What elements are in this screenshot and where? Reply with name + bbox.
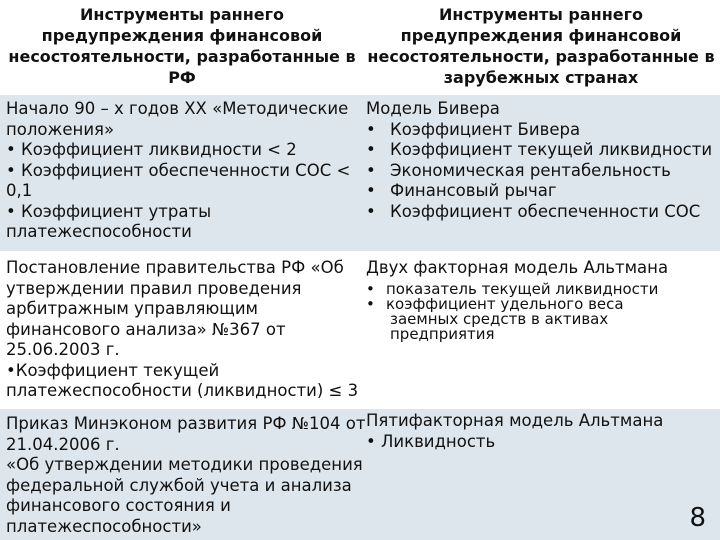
row1-left-line: • Коэффициент обеспеченности СОС < [6,160,351,180]
row-divider [0,251,720,253]
list-item [366,161,716,182]
row2-left-line: 25.06.2003 г. [6,340,120,359]
row1-left-cell [6,99,358,243]
row3-left-line: 21.04.2006 г. [6,434,120,454]
list-item [366,202,716,223]
row2-right-cell [366,258,716,342]
row3-left-cell [6,414,366,537]
list-item-label: Коэффициент обеспеченности СОС [390,201,701,221]
header-right-line: несостоятельности, разработанные в [367,47,715,66]
bullet-icon: • [366,201,376,221]
row1-left-line: 0,1 [6,181,33,200]
row3-left-line: Приказ Минэконом развития РФ №104 от [6,414,366,433]
row1-left-line: платежеспособности [6,222,192,241]
list-item [366,181,716,202]
row2-left-line: финансового анализа» №367 от [6,319,286,339]
header-left-line: Инструменты раннего [80,5,284,24]
row-divider [0,93,720,95]
header-right-line: предупреждения финансовой [400,26,682,45]
page-number: 8 [689,503,706,533]
altman-five-factor-title: Пятифакторная модель Альтмана [366,411,664,430]
table-row [0,94,720,252]
header-right-line: Инструменты раннего [439,5,643,24]
bullet-icon: • [366,119,376,139]
row1-right-cell [366,99,716,222]
list-item-label: Коэффициент текущей ликвидности [390,140,713,159]
altman-two-factor-title: Двух факторная модель Альтмана [366,258,669,277]
list-item-continuation: предприятия [390,324,495,343]
table-header-row [0,0,720,94]
bullet-icon: • [366,294,375,313]
header-left-line: несостоятельности, разработанные в [8,47,356,66]
header-left-cell [6,4,358,88]
altman-two-factor-list [366,279,716,343]
row2-left-line: Постановление правительства РФ «Об [6,258,344,277]
row2-left-cell [6,258,358,402]
bullet-icon: • [366,140,376,159]
row3-left-line: «Об утверждении методики проведения [6,455,363,474]
row1-left-line: Начало 90 – х годов ХХ «Методические [6,99,349,118]
row3-left-line: федеральной службой учета и анализа [6,475,352,495]
list-item [366,140,716,161]
header-left-line: предупреждения финансовой [41,26,323,45]
row3-left-line: финансового состояния и [6,496,231,515]
list-item-label: показатель текущей ликвидности [386,279,659,298]
table-row [0,408,720,540]
row1-left-line: • Коэффициент ликвидности < 2 [6,140,297,159]
list-item: • Ликвидность [366,431,496,451]
list-item [366,120,716,141]
list-item-label: Финансовый рычаг [390,181,557,200]
bullet-icon: • [366,181,376,200]
list-item-continuation: заемных средств в активах [390,309,609,328]
row1-left-line: положения» [6,119,115,139]
header-right-line: зарубежных странах [443,68,639,87]
list-item-label: Экономическая рентабельность [390,160,671,180]
row2-left-line: арбитражным управляющим [6,299,258,318]
row1-left-line: • Коэффициент утраты [6,201,212,221]
row2-left-line: •Коэффициент текущей [6,360,220,380]
bullet-icon: • [366,279,375,298]
row-divider [0,407,720,409]
table-row [0,252,720,408]
header-left-line: РФ [168,68,196,87]
row3-right-cell [366,411,716,452]
row2-left-line: утверждении правил проведения [6,278,302,298]
beaver-model-title: Модель Бивера [366,99,500,118]
bullet-icon: • [366,160,376,180]
list-item-label: коэффициент удельного веса [386,294,624,313]
row3-left-line: платежеспособности» [6,516,202,536]
header-right-cell [366,4,716,88]
row2-left-line: платежеспособности (ликвидности) ≤ 3 [6,381,359,400]
list-item-label: Коэффициент Бивера [390,119,581,139]
